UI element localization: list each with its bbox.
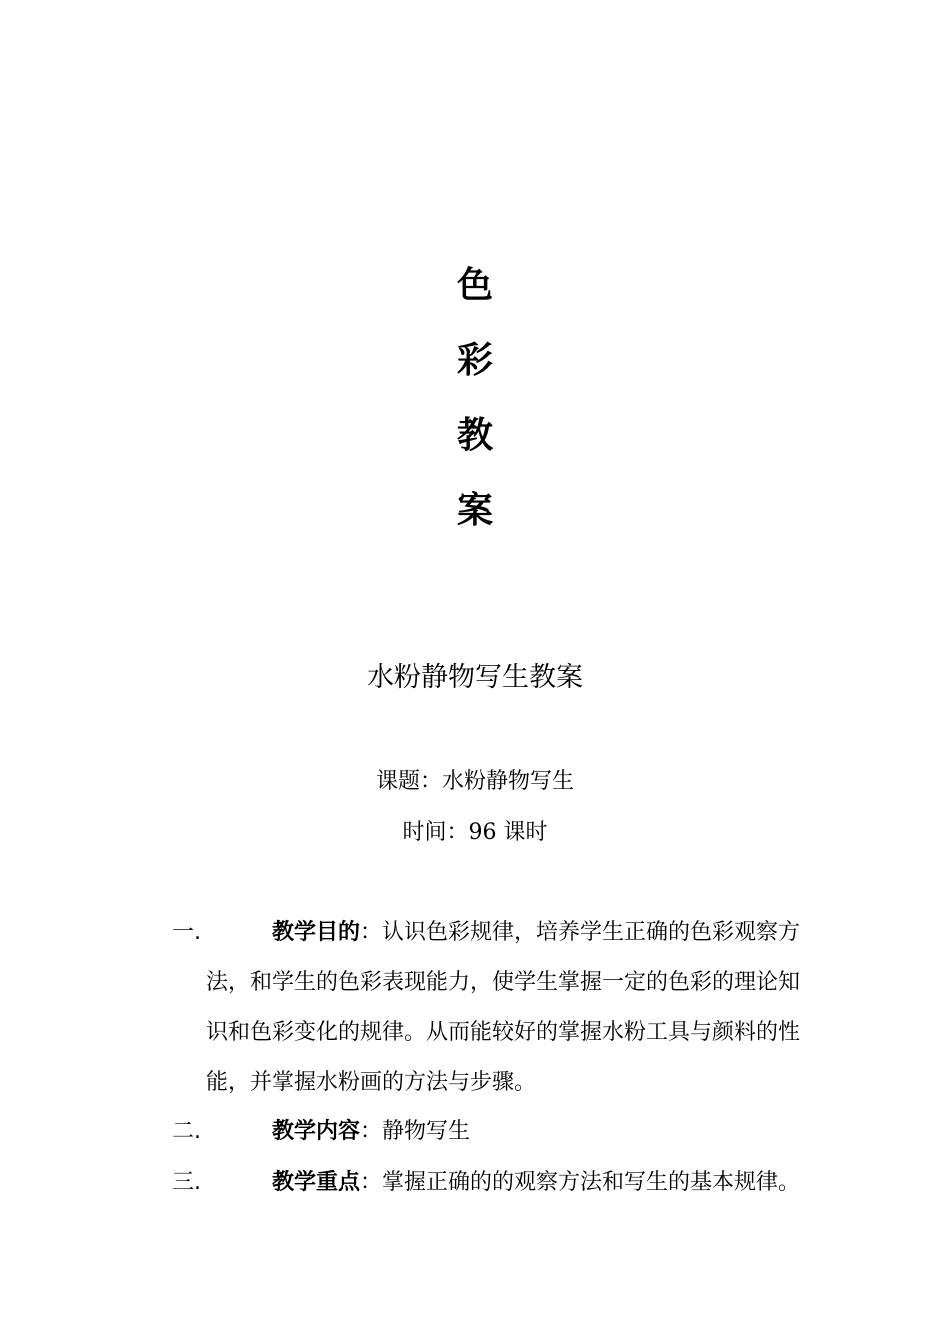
section-teaching-goal (172, 908, 812, 1108)
section-label: 教学内容 (272, 1119, 361, 1144)
cover-title-char: 彩 (456, 340, 493, 381)
section-number: 二. (172, 1119, 201, 1144)
section-first-line (172, 1107, 812, 1157)
section-text: ：认识色彩规律，培养学生正确的色彩观察方 (360, 920, 801, 945)
cover-title-char: 色 (456, 265, 493, 306)
section-teaching-content (172, 1107, 812, 1157)
section-label: 教学目的 (272, 920, 361, 945)
time-line: 时间：96 课时 (402, 820, 548, 845)
section-continuation-line: 识和色彩变化的规律。从而能较好的掌握水粉工具与颜料的性 (206, 1020, 801, 1045)
section-continuation-line: 能，并掌握水粉画的方法与步骤。 (206, 1070, 537, 1095)
cover-title-char: 案 (456, 490, 493, 531)
section-text: ：静物写生 (360, 1119, 471, 1144)
section-text: ：掌握正确的的观察方法和写生的基本规律。 (360, 1170, 801, 1195)
section-first-line (172, 908, 812, 958)
section-number: 一. (172, 920, 201, 945)
section-number: 三. (172, 1170, 201, 1195)
section-continuation-line: 法，和学生的色彩表现能力，使学生掌握一定的色彩的理论知 (206, 970, 801, 995)
section-label: 教学重点 (272, 1170, 361, 1195)
cover-title-char: 教 (456, 415, 493, 456)
document-subtitle: 水粉静物写生教案 (367, 662, 583, 693)
cover-title (0, 256, 950, 556)
section-teaching-focus (172, 1158, 812, 1208)
section-first-line (172, 1158, 812, 1208)
topic-line: 课题：水粉静物写生 (375, 769, 574, 794)
